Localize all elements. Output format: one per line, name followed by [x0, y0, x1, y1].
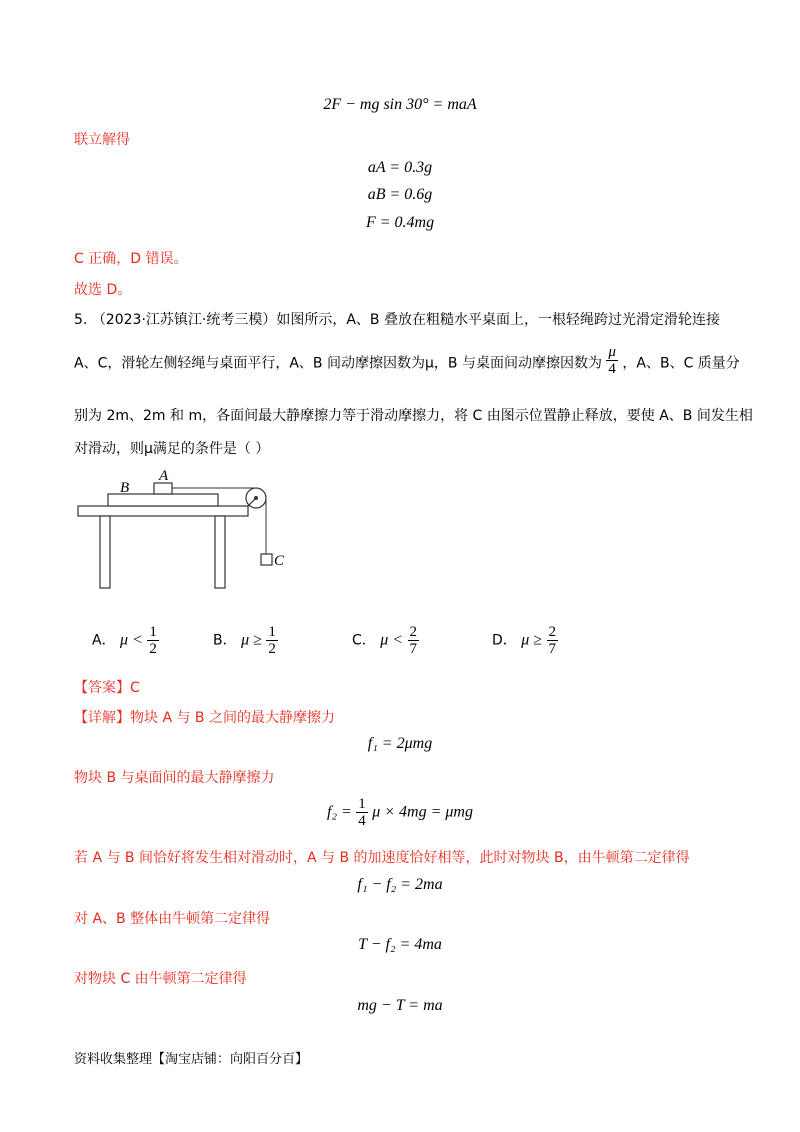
block-c	[261, 554, 272, 565]
option-b-label: B．	[213, 632, 237, 649]
equation-f2-fraction	[356, 796, 368, 829]
question-line-3: 别为 2m、2m 和 m，各面间最大静摩擦力等于滑动摩擦力，将 C 由图示位置静止释放，要使 A、B 间发生相	[74, 408, 753, 424]
option-d-expr: μ ≥	[521, 631, 543, 649]
equation-f1: f₁ = 2μmg	[367, 735, 433, 752]
question-text-1: （2023·江苏镇江·统考三模）如图所示，A、B 叠放在粗糙水平桌面上，一根轻绳跨过光滑定滑轮连接	[91, 312, 720, 328]
pulley-table-figure	[70, 468, 300, 596]
solve-eq-aA: aA = 0.3g	[367, 159, 433, 176]
solve-label: 联立解得	[74, 132, 130, 148]
footer-source: 资料收集整理【淘宝店铺：向阳百分百】	[74, 1052, 309, 1067]
block-a	[154, 483, 172, 494]
equation-3: f₁ − f₂ = 2ma	[357, 876, 443, 893]
detail-5: 对物块 C 由牛顿第二定律得	[74, 971, 247, 987]
option-b[interactable]	[213, 624, 278, 657]
option-d-num: 2	[548, 624, 556, 640]
option-c-fraction	[408, 624, 420, 657]
option-a-expr: μ <	[120, 631, 143, 649]
answer: 【答案】C	[74, 680, 140, 696]
equation-f2-left: f₂ =	[327, 803, 352, 821]
question-number: 5.	[74, 312, 88, 328]
friction-coefficient-fraction	[606, 344, 618, 377]
solve-eq-F: F = 0.4mg	[365, 214, 435, 231]
option-b-expr: μ ≥	[241, 631, 262, 649]
option-c-num: 2	[409, 624, 418, 640]
option-a-label: A．	[92, 632, 116, 649]
detail-2: 物块 B 与桌面间的最大静摩擦力	[74, 770, 275, 786]
conclusion-2: 故选 D。	[74, 282, 132, 298]
top-equation: 2F − mg sin 30° = maA	[323, 96, 477, 113]
label-c: C	[274, 553, 285, 569]
question-text-2b: ，A、B、C 质量分	[622, 355, 740, 372]
equation-f2	[0, 796, 800, 829]
equation-f2-num: 1	[358, 796, 366, 812]
detail-3: 若 A 与 B 间恰好将发生相对滑动时，A 与 B 的加速度恰好相等，此时对物块 B，由牛顿第二定律得	[74, 850, 690, 866]
table-leg-left	[100, 516, 110, 588]
option-a-num: 1	[149, 624, 157, 640]
option-c[interactable]	[352, 624, 419, 657]
label-a: A	[159, 468, 169, 484]
solve-eq-aB: aB = 0.6g	[367, 186, 433, 203]
option-a-fraction	[147, 624, 159, 657]
option-a[interactable]	[92, 624, 159, 657]
option-c-expr: μ <	[380, 631, 404, 649]
detail-4: 对 A、B 整体由牛顿第二定律得	[74, 911, 271, 927]
option-d[interactable]	[492, 624, 558, 657]
option-d-den: 7	[548, 641, 556, 657]
option-d-label: D．	[492, 632, 517, 649]
equation-f2-right: μ × 4mg = μmg	[372, 803, 473, 821]
fraction-numerator: μ	[608, 344, 616, 360]
option-b-den: 2	[268, 641, 276, 657]
table-leg-right	[215, 516, 225, 588]
option-d-fraction	[547, 624, 559, 657]
equation-5: mg − T = ma	[357, 997, 443, 1014]
fraction-denominator: 4	[608, 361, 616, 377]
label-b: B	[120, 480, 130, 496]
option-c-label: C．	[352, 632, 376, 649]
option-b-fraction	[266, 624, 278, 657]
equation-f2-den: 4	[358, 813, 366, 829]
question-line-4: 对滑动，则μ满足的条件是（ ）	[74, 441, 270, 457]
table-top	[78, 506, 248, 516]
question-line-2	[74, 344, 740, 377]
option-c-den: 7	[409, 641, 418, 657]
option-a-den: 2	[149, 641, 157, 657]
conclusion-1: C 正确，D 错误。	[74, 251, 188, 267]
question-line-1	[74, 309, 720, 329]
equation-4: T − f₂ = 4ma	[358, 936, 442, 953]
detail-1: 【详解】物块 A 与 B 之间的最大静摩擦力	[74, 710, 335, 726]
option-b-num: 1	[268, 624, 276, 640]
question-text-2a: A、C，滑轮左侧轻绳与桌面平行，A、B 间动摩擦因数为μ，B 与桌面间动摩擦因数为	[74, 355, 602, 372]
